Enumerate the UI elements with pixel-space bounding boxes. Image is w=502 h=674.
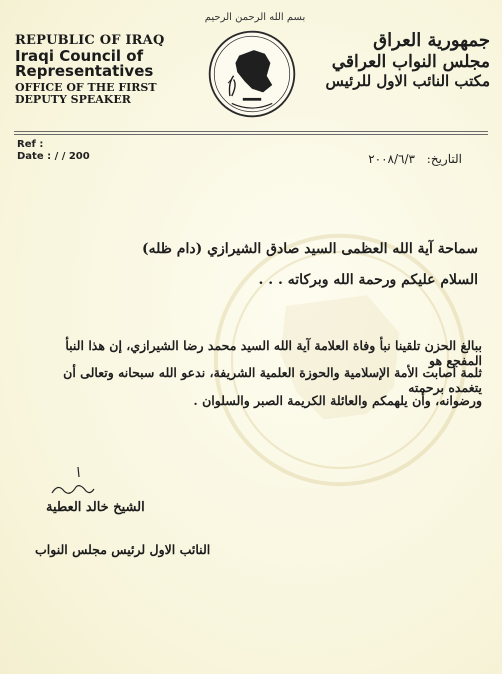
- header-divider-bottom: [14, 134, 488, 135]
- ref-label: Ref :: [17, 139, 44, 150]
- republic-title: REPUBLIC OF IRAQ: [15, 33, 165, 48]
- paragraph-line-2: ثلمة أصابت الأمة الإسلامية والحوزة العلمية الشريفة، ندعو الله سبحانه وتعالى أن يتغمده برحمته: [63, 365, 482, 395]
- arabic-letterhead: [315, 30, 490, 90]
- arabic-office-title: مكتب النائب الاول للرئيس: [325, 71, 490, 90]
- office-title-line1: OFFICE OF THE FIRST: [15, 81, 157, 95]
- arabic-republic-title: جمهورية العراق: [373, 30, 490, 51]
- basmala-text: بسم الله الرحمن الرحيم: [204, 12, 306, 23]
- arabic-council-title: مجلس النواب العراقي: [331, 51, 490, 72]
- office-title-line2: DEPUTY SPEAKER: [15, 92, 131, 106]
- iraq-emblem-icon: [206, 28, 298, 120]
- signatory-title: النائب الاول لرئيس مجلس النواب: [35, 542, 211, 557]
- greeting: السلام عليكم ورحمة الله وبركاته . . .: [258, 272, 478, 288]
- council-title-line2: Representatives: [15, 62, 154, 81]
- english-letterhead: [15, 34, 175, 105]
- header-divider-top: [14, 131, 488, 132]
- arabic-date: [368, 152, 462, 166]
- paragraph-line-3: ورضوانه، وأن يلهمكم والعائلة الكريمة الصبر والسلوان .: [193, 393, 482, 408]
- council-title-line1: Iraqi Council of: [15, 46, 144, 65]
- arabic-date-label: التاريخ:: [426, 152, 462, 166]
- salutation: سماحة آية الله العظمى السيد صادق الشيرازي (دام ظله): [142, 241, 478, 257]
- paragraph-line-1: ببالغ الحزن تلقينا نبأ وفاة العلامة آية الله السيد محمد رضا الشيرازي، إن هذا النبأ المفجع هو: [65, 338, 482, 368]
- signatory-name: الشيخ خالد العطية: [46, 500, 145, 515]
- date-label: Date : / / 200: [17, 151, 90, 162]
- arabic-date-value: ٢٠٠٨/٦/٣: [368, 152, 415, 166]
- handwritten-signature: [48, 463, 98, 503]
